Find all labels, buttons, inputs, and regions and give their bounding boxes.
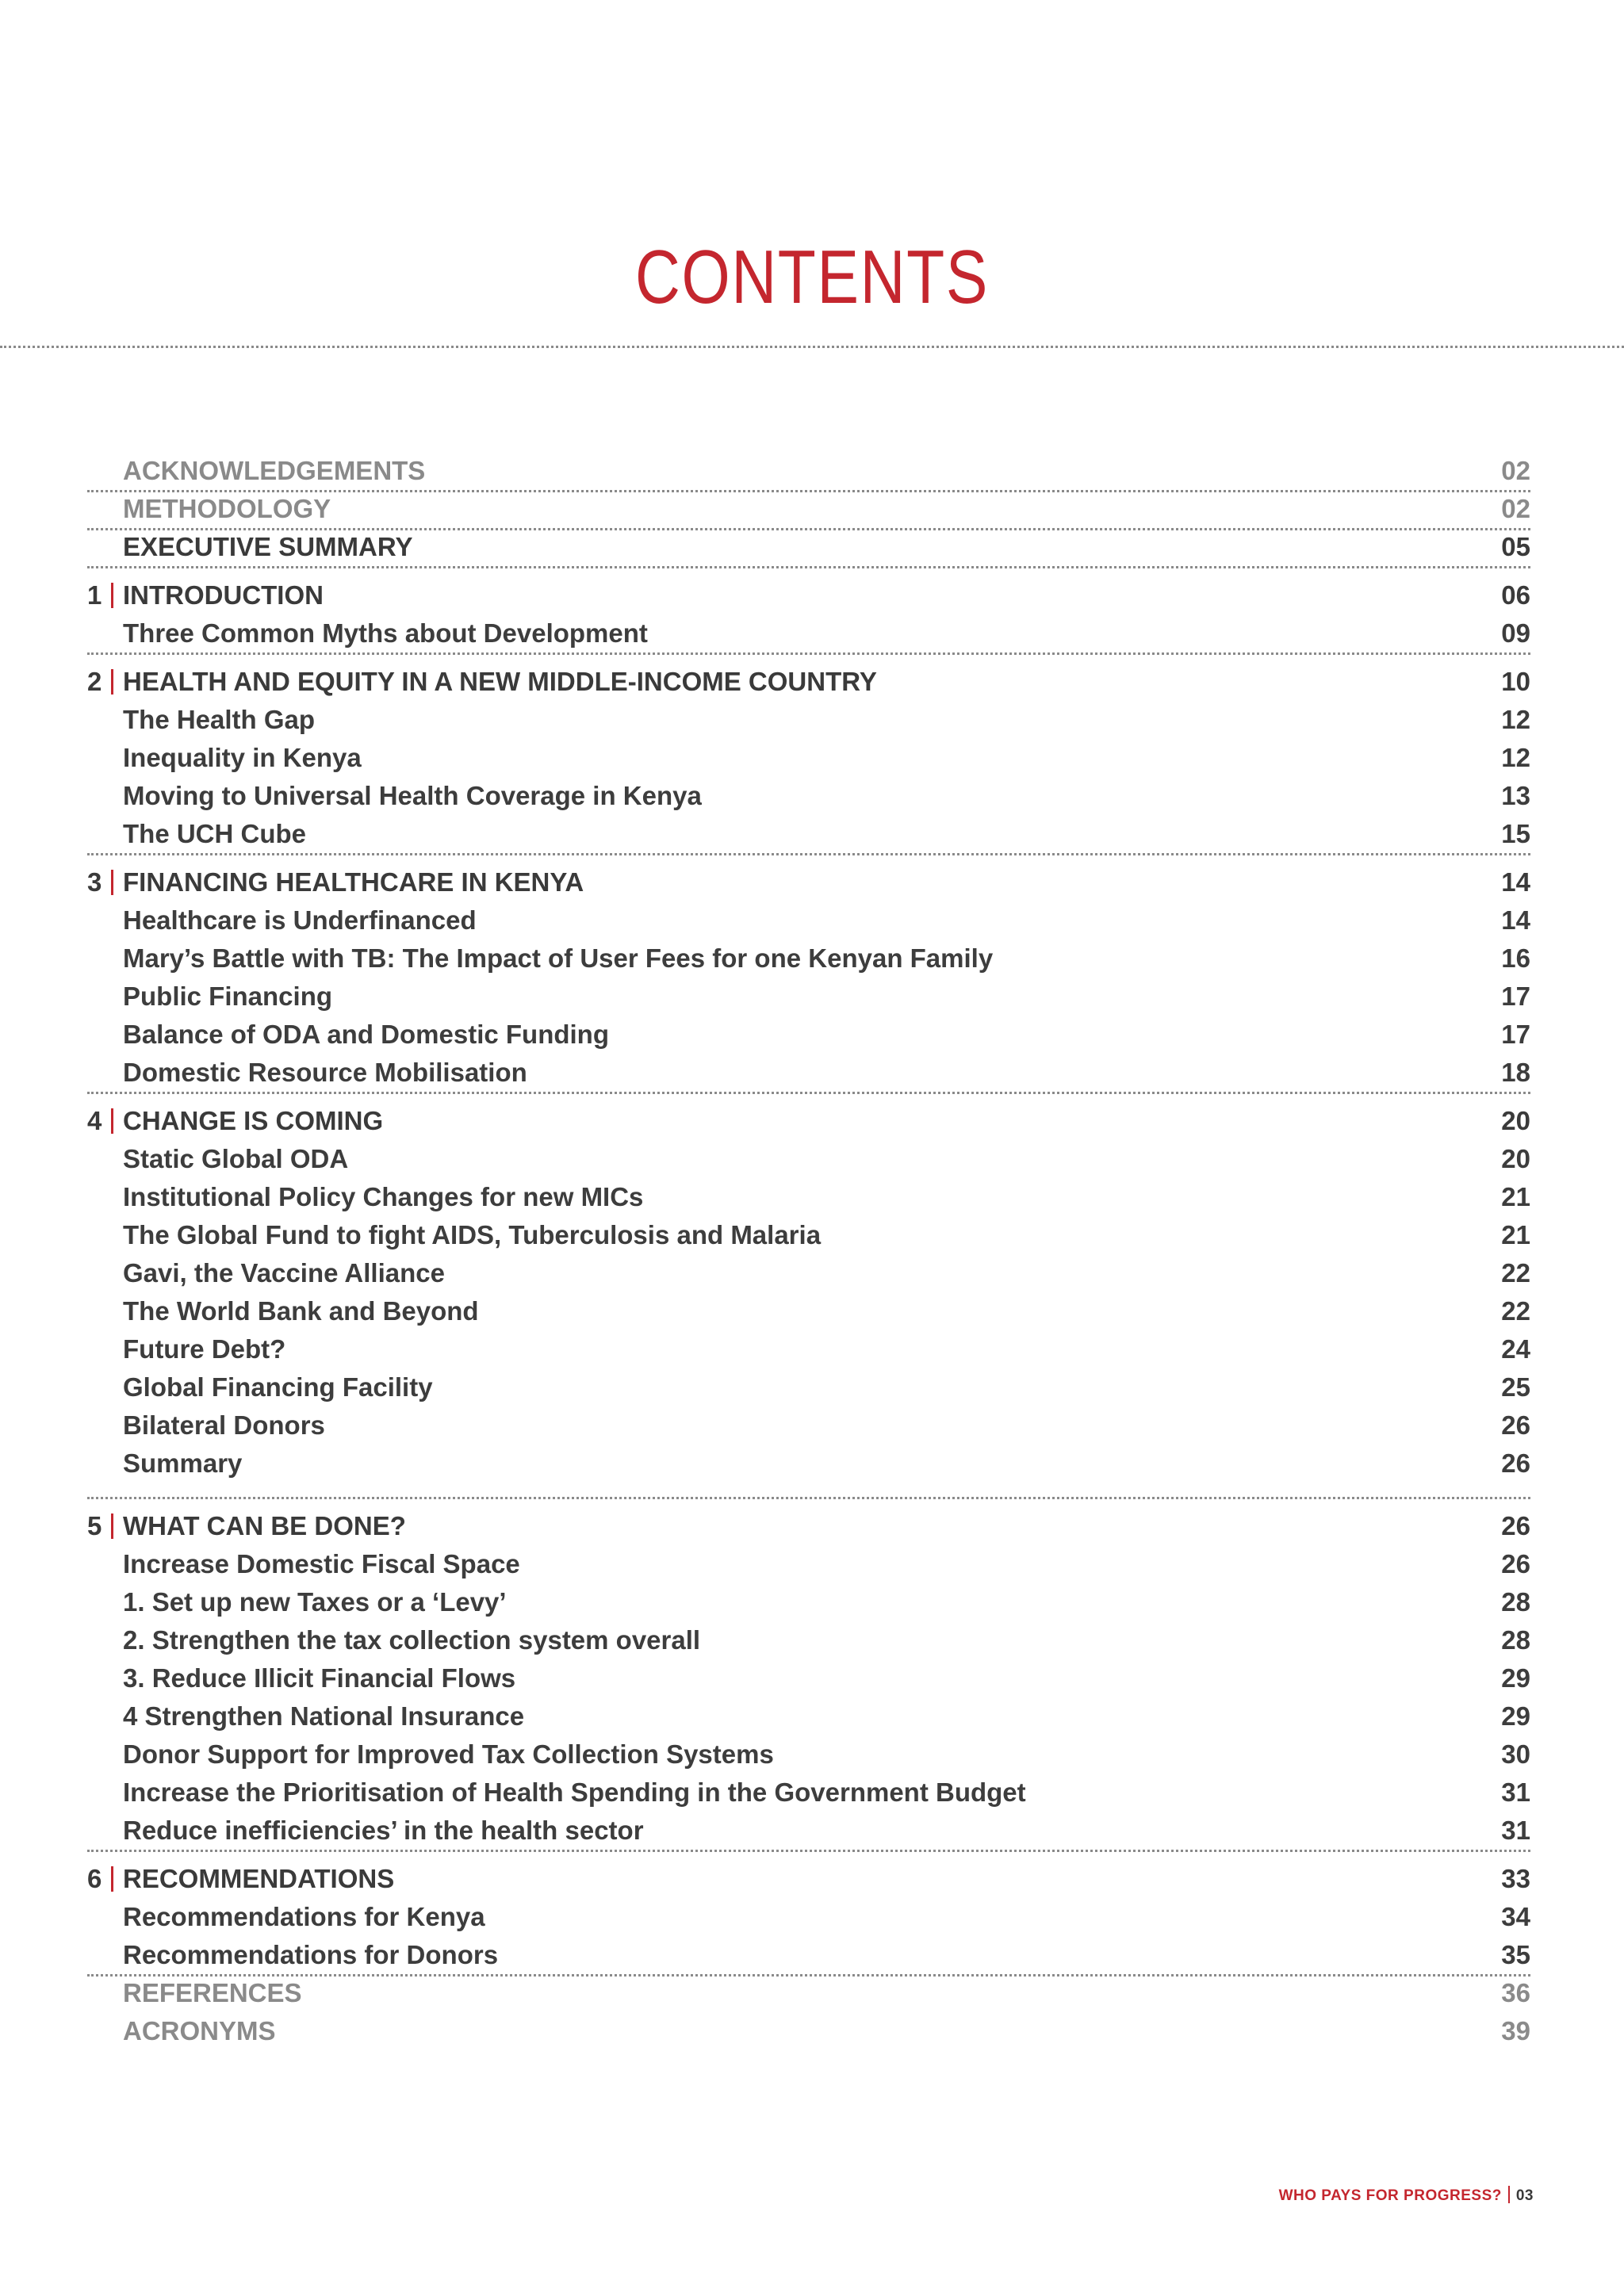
toc-entry-page: 10: [1501, 667, 1530, 696]
toc-section-6[interactable]: [87, 1860, 1530, 1898]
toc-entry-references[interactable]: [87, 1974, 1530, 2012]
toc-entry-methodology[interactable]: [87, 490, 1530, 528]
toc-entry-page: 36: [1501, 1978, 1530, 2007]
toc-entry[interactable]: [87, 1898, 1530, 1936]
toc-entry-label: Future Debt?: [123, 1334, 286, 1364]
toc-entry-page: 17: [1501, 1020, 1530, 1049]
toc-entry-label: Donor Support for Improved Tax Collection Systems: [123, 1739, 774, 1769]
toc-entry[interactable]: [87, 777, 1530, 815]
toc-entry[interactable]: [87, 701, 1530, 739]
toc-entry-page: 34: [1501, 1902, 1530, 1931]
toc-divider: [87, 1497, 1530, 1499]
toc-entry-label: The Global Fund to fight AIDS, Tuberculosis and Malaria: [123, 1220, 822, 1249]
page-title: CONTENTS: [634, 235, 990, 320]
toc-divider: [87, 853, 1530, 855]
toc-entry-label: Moving to Universal Health Coverage in Kenya: [123, 781, 702, 810]
toc-entry[interactable]: [87, 1406, 1530, 1445]
section-number: 2: [87, 667, 102, 696]
toc-entry[interactable]: [87, 1016, 1530, 1054]
toc-entry-label: The World Bank and Beyond: [123, 1296, 479, 1326]
toc-entry[interactable]: [87, 1697, 1530, 1735]
section-marker: [111, 669, 113, 695]
toc-entry-label: Inequality in Kenya: [123, 743, 362, 772]
toc-entry-page: 02: [1501, 456, 1530, 485]
toc-divider: [87, 652, 1530, 655]
toc-section-2[interactable]: [87, 663, 1530, 701]
toc-entry-page: 18: [1501, 1058, 1530, 1087]
toc-entry[interactable]: [87, 901, 1530, 939]
toc-section-5[interactable]: [87, 1507, 1530, 1545]
toc-entry[interactable]: [87, 1292, 1530, 1330]
toc-entry-label: Reduce inefficiencies’ in the health sector: [123, 1816, 644, 1845]
toc-entry-page: 02: [1501, 494, 1530, 523]
toc-divider: [87, 1092, 1530, 1094]
toc-entry-page: 33: [1501, 1864, 1530, 1893]
toc-entry-label: Domestic Resource Mobilisation: [123, 1058, 527, 1087]
section-number: 5: [87, 1511, 102, 1540]
toc-entry-acknowledgements[interactable]: [87, 452, 1530, 490]
toc-entry-label: 3. Reduce Illicit Financial Flows: [123, 1663, 516, 1693]
toc-entry-page: 13: [1501, 781, 1530, 810]
toc-entry-label: Recommendations for Donors: [123, 1940, 499, 1969]
toc-entry-label: Institutional Policy Changes for new MICs: [123, 1182, 644, 1211]
toc-entry[interactable]: [87, 1735, 1530, 1774]
toc-entry[interactable]: [87, 1583, 1530, 1621]
section-marker: [111, 1108, 113, 1134]
toc-entry-page: 16: [1501, 943, 1530, 973]
section-marker: [111, 1513, 113, 1539]
toc-entry[interactable]: [87, 1659, 1530, 1697]
toc-entry-page: 12: [1501, 705, 1530, 734]
toc-entry[interactable]: [87, 978, 1530, 1016]
toc-entry[interactable]: [87, 1936, 1530, 1974]
toc-entry[interactable]: [87, 1545, 1530, 1583]
toc-entry-page: 26: [1501, 1549, 1530, 1578]
toc-entry-label: FINANCING HEALTHCARE IN KENYA: [123, 867, 584, 897]
table-of-contents: [87, 452, 1530, 2050]
toc-entry-executive-summary[interactable]: [87, 528, 1530, 566]
toc-entry-label: Recommendations for Kenya: [123, 1902, 485, 1931]
toc-entry-label: RECOMMENDATIONS: [123, 1864, 395, 1893]
toc-entry-page: 28: [1501, 1587, 1530, 1617]
toc-entry-page: 20: [1501, 1144, 1530, 1173]
toc-entry-page: 26: [1501, 1448, 1530, 1478]
toc-entry[interactable]: [87, 739, 1530, 777]
toc-entry-label: 2. Strengthen the tax collection system overall: [123, 1625, 701, 1655]
toc-entry-page: 05: [1501, 532, 1530, 561]
toc-entry[interactable]: [87, 1812, 1530, 1850]
toc-entry-label: Mary’s Battle with TB: The Impact of User Fees for one Kenyan Family: [123, 943, 994, 973]
toc-entry-page: 12: [1501, 743, 1530, 772]
toc-entry-label: METHODOLOGY: [123, 494, 331, 523]
toc-entry-page: 21: [1501, 1182, 1530, 1211]
toc-entry-label: ACKNOWLEDGEMENTS: [123, 456, 426, 485]
toc-entry[interactable]: [87, 815, 1530, 853]
toc-entry-page: 31: [1501, 1816, 1530, 1845]
toc-entry[interactable]: [87, 1774, 1530, 1812]
page-footer: [1279, 2186, 1534, 2205]
toc-entry-page: 31: [1501, 1777, 1530, 1807]
toc-entry-label: Static Global ODA: [123, 1144, 349, 1173]
toc-entry-label: Global Financing Facility: [123, 1372, 433, 1402]
toc-entry[interactable]: [87, 1178, 1530, 1216]
toc-entry[interactable]: [87, 614, 1530, 652]
toc-entry-label: 1. Set up new Taxes or a ‘Levy’: [123, 1587, 507, 1617]
toc-section-4[interactable]: [87, 1102, 1530, 1140]
toc-entry-label: Healthcare is Underfinanced: [123, 905, 477, 935]
toc-entry-label: 4 Strengthen National Insurance: [123, 1701, 525, 1731]
toc-entry-label: Increase Domestic Fiscal Space: [123, 1549, 520, 1578]
toc-entry-page: 28: [1501, 1625, 1530, 1655]
toc-entry-label: Public Financing: [123, 982, 333, 1011]
toc-entry[interactable]: [87, 1216, 1530, 1254]
toc-entry-label: EXECUTIVE SUMMARY: [123, 532, 413, 561]
toc-entry-label: Balance of ODA and Domestic Funding: [123, 1020, 609, 1049]
title-divider: [0, 346, 1624, 348]
toc-entry-label: HEALTH AND EQUITY IN A NEW MIDDLE-INCOME COUNTRY: [123, 667, 877, 696]
toc-entry-page: 35: [1501, 1940, 1530, 1969]
toc-entry[interactable]: [87, 1054, 1530, 1092]
toc-entry-page: 29: [1501, 1701, 1530, 1731]
toc-entry-label: INTRODUCTION: [123, 580, 324, 610]
toc-entry-acronyms[interactable]: [87, 2012, 1530, 2050]
toc-divider: [87, 566, 1530, 568]
footer-title: WHO PAYS FOR PROGRESS?: [1278, 2187, 1502, 2204]
toc-entry-page: 15: [1501, 819, 1530, 848]
section-marker: [111, 870, 113, 895]
toc-entry-page: 22: [1501, 1296, 1530, 1326]
toc-section-1[interactable]: [87, 576, 1530, 614]
toc-entry-label: Summary: [123, 1448, 243, 1478]
section-number: 4: [87, 1106, 102, 1135]
toc-entry-page: 14: [1501, 867, 1530, 897]
toc-entry-page: 24: [1501, 1334, 1530, 1364]
footer-divider: [1508, 2186, 1510, 2203]
toc-entry[interactable]: [87, 1254, 1530, 1292]
section-marker: [111, 583, 113, 608]
toc-entry-page: 21: [1501, 1220, 1530, 1249]
toc-entry-label: ACRONYMS: [123, 2016, 276, 2045]
toc-entry-page: 25: [1501, 1372, 1530, 1402]
toc-entry-label: The UCH Cube: [123, 819, 306, 848]
section-number: 1: [87, 580, 102, 610]
toc-entry-page: 22: [1501, 1258, 1530, 1288]
page-number: 03: [1515, 2187, 1534, 2204]
toc-entry[interactable]: [87, 1621, 1530, 1659]
toc-entry-page: 17: [1501, 982, 1530, 1011]
toc-divider: [87, 1850, 1530, 1852]
toc-entry[interactable]: [87, 1140, 1530, 1178]
section-number: 6: [87, 1864, 102, 1893]
toc-entry-page: 39: [1501, 2016, 1530, 2045]
toc-entry-label: WHAT CAN BE DONE?: [123, 1511, 406, 1540]
toc-entry[interactable]: [87, 1330, 1530, 1368]
toc-entry-page: 14: [1501, 905, 1530, 935]
toc-entry-page: 20: [1501, 1106, 1530, 1135]
toc-entry-page: 29: [1501, 1663, 1530, 1693]
toc-entry-label: Three Common Myths about Development: [123, 618, 648, 648]
toc-entry-page: 26: [1501, 1511, 1530, 1540]
toc-entry-label: Increase the Prioritisation of Health Spending in the Government Budget: [123, 1777, 1026, 1807]
toc-entry-page: 06: [1501, 580, 1530, 610]
toc-entry-label: The Health Gap: [123, 705, 316, 734]
section-number: 3: [87, 867, 102, 897]
toc-entry-label: Gavi, the Vaccine Alliance: [123, 1258, 445, 1288]
toc-entry-label: Bilateral Donors: [123, 1410, 325, 1440]
toc-entry-label: CHANGE IS COMING: [123, 1106, 384, 1135]
toc-entry[interactable]: [87, 1445, 1530, 1483]
toc-entry[interactable]: [87, 1368, 1530, 1406]
toc-entry[interactable]: [87, 939, 1530, 978]
toc-section-3[interactable]: [87, 863, 1530, 901]
toc-entry-page: 30: [1501, 1739, 1530, 1769]
toc-entry-page: 09: [1501, 618, 1530, 648]
toc-entry-label: REFERENCES: [123, 1978, 302, 2007]
toc-entry-page: 26: [1501, 1410, 1530, 1440]
section-marker: [111, 1866, 113, 1892]
